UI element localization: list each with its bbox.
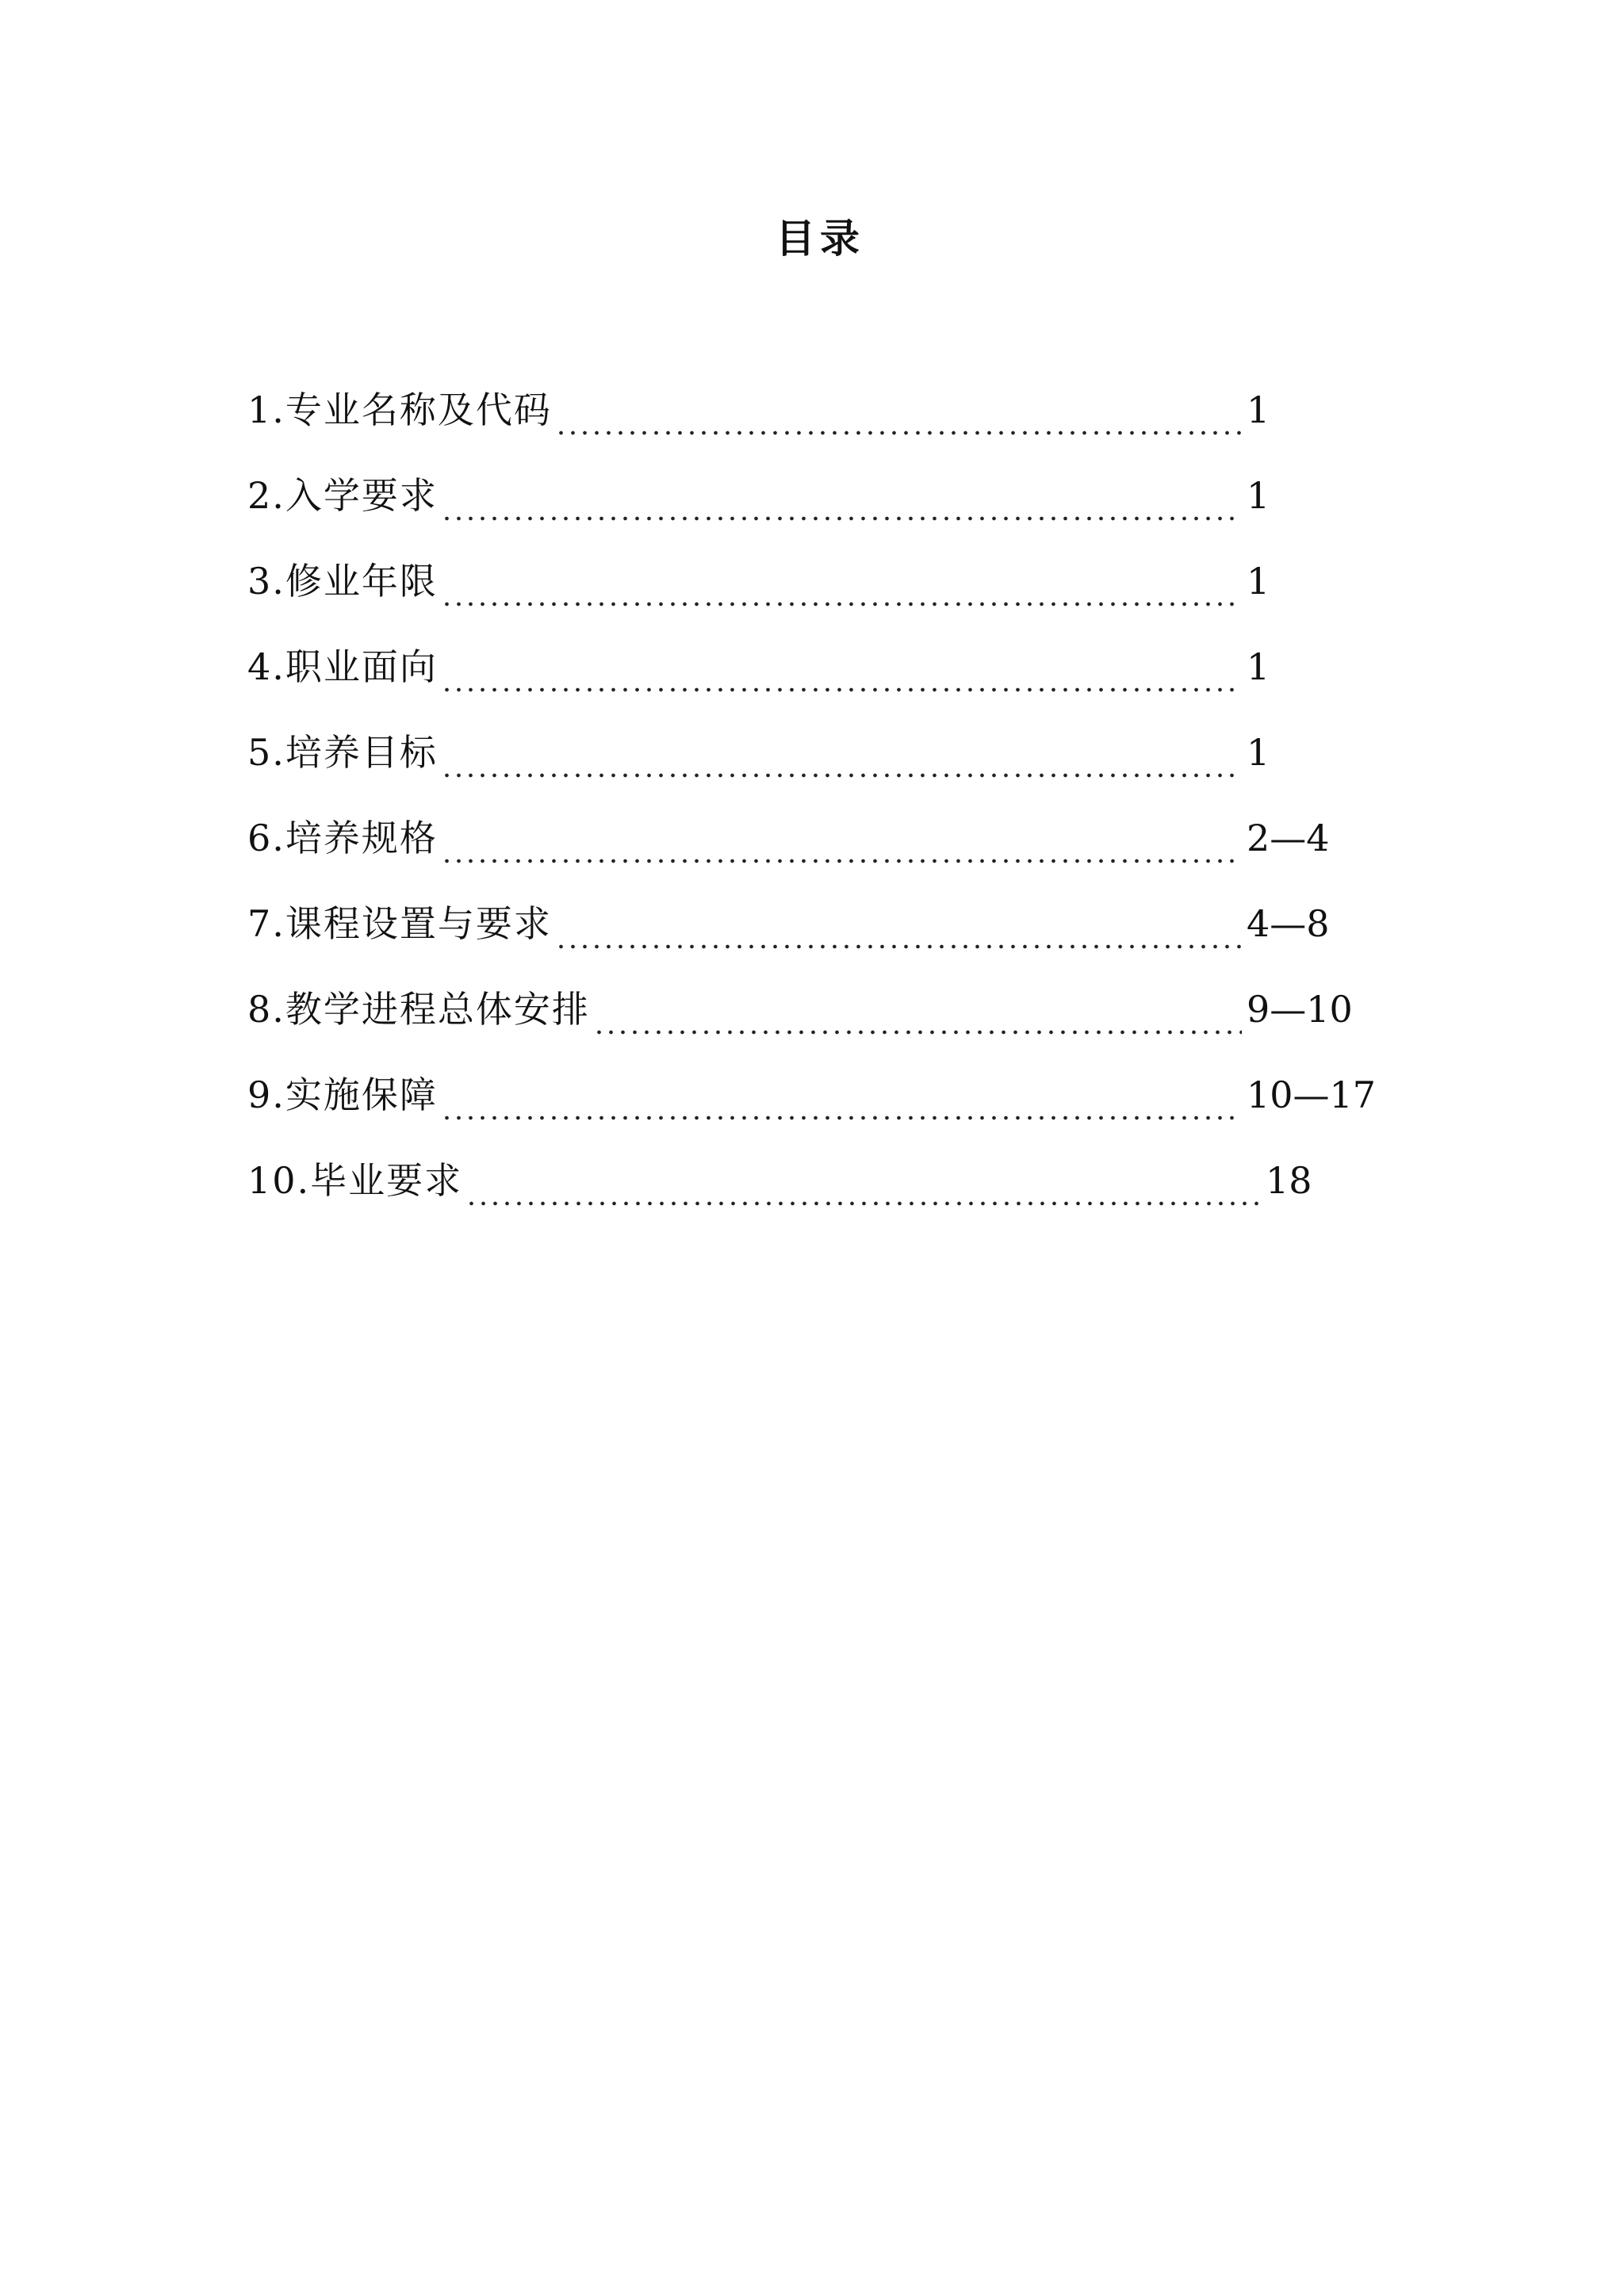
dot-leader (593, 1030, 1242, 1035)
toc-entry-page: 1 (1247, 474, 1270, 517)
toc-entry (247, 382, 1373, 468)
toc-entry (247, 1153, 1373, 1238)
dot-leader (441, 773, 1242, 778)
toc-entry-page: 2—4 (1247, 817, 1330, 859)
dot-leader (441, 602, 1242, 607)
toc-entry-page: 1 (1247, 731, 1270, 774)
toc-entry-page: 1 (1247, 645, 1270, 688)
toc-entry (247, 982, 1373, 1067)
toc-entry (247, 639, 1373, 725)
toc-entry (247, 725, 1373, 810)
dot-leader (441, 859, 1242, 863)
dot-leader (465, 1201, 1261, 1206)
toc-entry-label: 7.课程设置与要求 (247, 902, 552, 945)
toc-entry-label: 10.毕业要求 (247, 1159, 463, 1202)
toc-entry-label: 8.教学进程总体安排 (247, 988, 590, 1031)
toc-entry-label: 9.实施保障 (247, 1073, 438, 1116)
toc-entry-label: 1.专业名称及代码 (247, 388, 552, 431)
toc-entry-label: 6.培养规格 (247, 817, 438, 859)
toc-entry (247, 810, 1373, 896)
toc-entry-label: 4.职业面向 (247, 645, 438, 688)
toc-entry (247, 1067, 1377, 1153)
toc-entry-label: 3.修业年限 (247, 560, 438, 603)
dot-leader (555, 430, 1242, 435)
toc-entry-page: 1 (1247, 388, 1270, 431)
toc-entry-page: 9—10 (1247, 988, 1353, 1031)
dot-leader (441, 516, 1242, 521)
toc-entry-label: 2.入学要求 (247, 474, 438, 517)
toc-entry-page: 18 (1266, 1159, 1312, 1202)
toc-entry-page: 4—8 (1247, 902, 1330, 945)
toc-entry (247, 468, 1373, 553)
toc-entry (247, 896, 1373, 982)
dot-leader (555, 944, 1242, 949)
dot-leader (441, 1115, 1242, 1120)
dot-leader (441, 687, 1242, 692)
toc-title: 目录 (776, 215, 864, 262)
toc-entry-page: 10—17 (1247, 1073, 1377, 1116)
toc-entry-page: 1 (1247, 560, 1270, 603)
toc-entry (247, 553, 1373, 639)
toc-entry-label: 5.培养目标 (247, 731, 438, 774)
toc-list (247, 382, 1377, 1238)
